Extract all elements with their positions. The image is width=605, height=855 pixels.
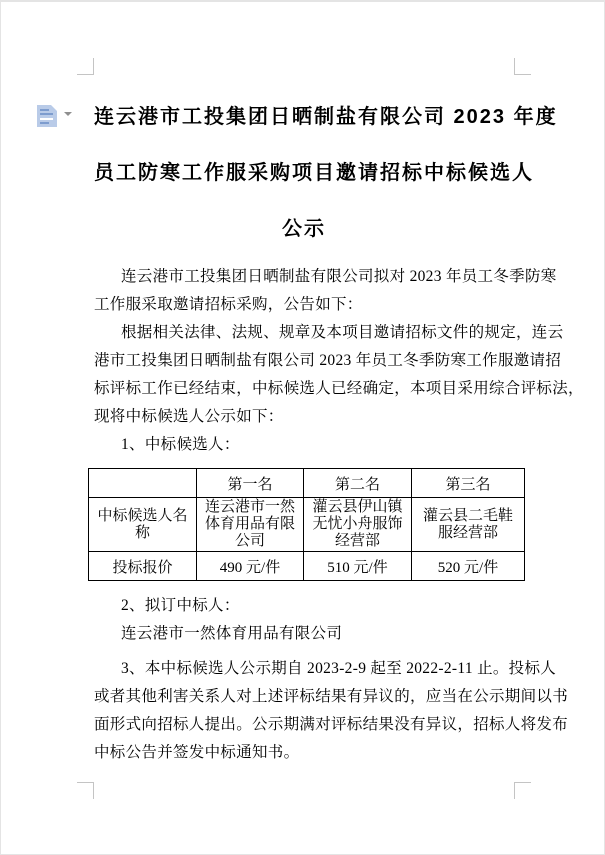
body-line: 或者其他利害关系人对上述评标结果有异议的，应当在公示期间以书 (94, 688, 569, 705)
crop-mark-top-left (77, 58, 94, 75)
body-line: 连云港市工投集团日晒制盐有限公司拟对 2023 年员工冬季防寒 (121, 268, 557, 285)
table-header-cell-empty (89, 469, 197, 498)
crop-mark-bottom-right (514, 782, 531, 799)
bid-price-cell: 510 元/件 (304, 552, 412, 581)
body-line: 根据相关法律、法规、规章及本项目邀请招标文件的规定，连云 (121, 324, 564, 341)
crop-mark-top-right (514, 58, 531, 75)
body-line: 连云港市一然体育用品有限公司 (121, 625, 343, 642)
body-line: 港市工投集团日晒制盐有限公司 2023 年员工冬季防寒工作服邀请招 (94, 352, 562, 369)
document-text-area (94, 75, 584, 767)
title-line: 员工防寒工作服采购项目邀请招标中标候选人 (94, 162, 534, 184)
candidate-name-cell: 灌云县伊山镇无忧小舟服饰经营部 (304, 498, 412, 552)
body-line: 标评标工作已经结束，中标候选人已经确定，本项目采用综合评标法， (94, 380, 584, 397)
candidate-name-cell: 灌云县二毛鞋服经营部 (412, 498, 525, 552)
document-with-text-icon (37, 105, 57, 127)
body-line: 现将中标候选人公示如下： (94, 408, 284, 425)
body-line: 面形式向招标人提出。公示期满对评标结果没有异议，招标人将发布 (94, 716, 569, 733)
bid-price-cell: 520 元/件 (412, 552, 525, 581)
body-line: 中标公告并签发中标通知书。 (94, 744, 300, 761)
document-body (94, 263, 584, 767)
chevron-down-icon (64, 112, 72, 116)
document-title (94, 89, 558, 257)
title-line: 公示 (282, 218, 326, 240)
bid-price-cell: 490 元/件 (197, 552, 304, 581)
table-row-candidate-names (89, 498, 525, 552)
document-options-button[interactable] (37, 105, 72, 127)
candidates-table (88, 468, 525, 581)
table-row-bid-prices (89, 552, 525, 581)
body-line: 1、中标候选人： (121, 436, 240, 453)
body-line: 2、拟订中标人： (121, 597, 240, 614)
table-header-cell-third: 第三名 (412, 469, 525, 498)
body-line: 3、本中标候选人公示期自 2023-2-9 起至 2022-2-11 止。投标人 (121, 660, 557, 677)
row-label-cell: 投标报价 (89, 552, 197, 581)
row-label-cell: 中标候选人名称 (89, 498, 197, 552)
crop-mark-bottom-left (77, 782, 94, 799)
table-header-cell-first: 第一名 (197, 469, 304, 498)
title-line: 连云港市工投集团日晒制盐有限公司 2023 年度 (94, 106, 558, 128)
table-header-cell-second: 第二名 (304, 469, 412, 498)
body-line: 工作服采取邀请招标采购，公告如下： (94, 296, 363, 313)
table-header-row (89, 469, 525, 498)
candidate-name-cell: 连云港市一然体育用品有限公司 (197, 498, 304, 552)
